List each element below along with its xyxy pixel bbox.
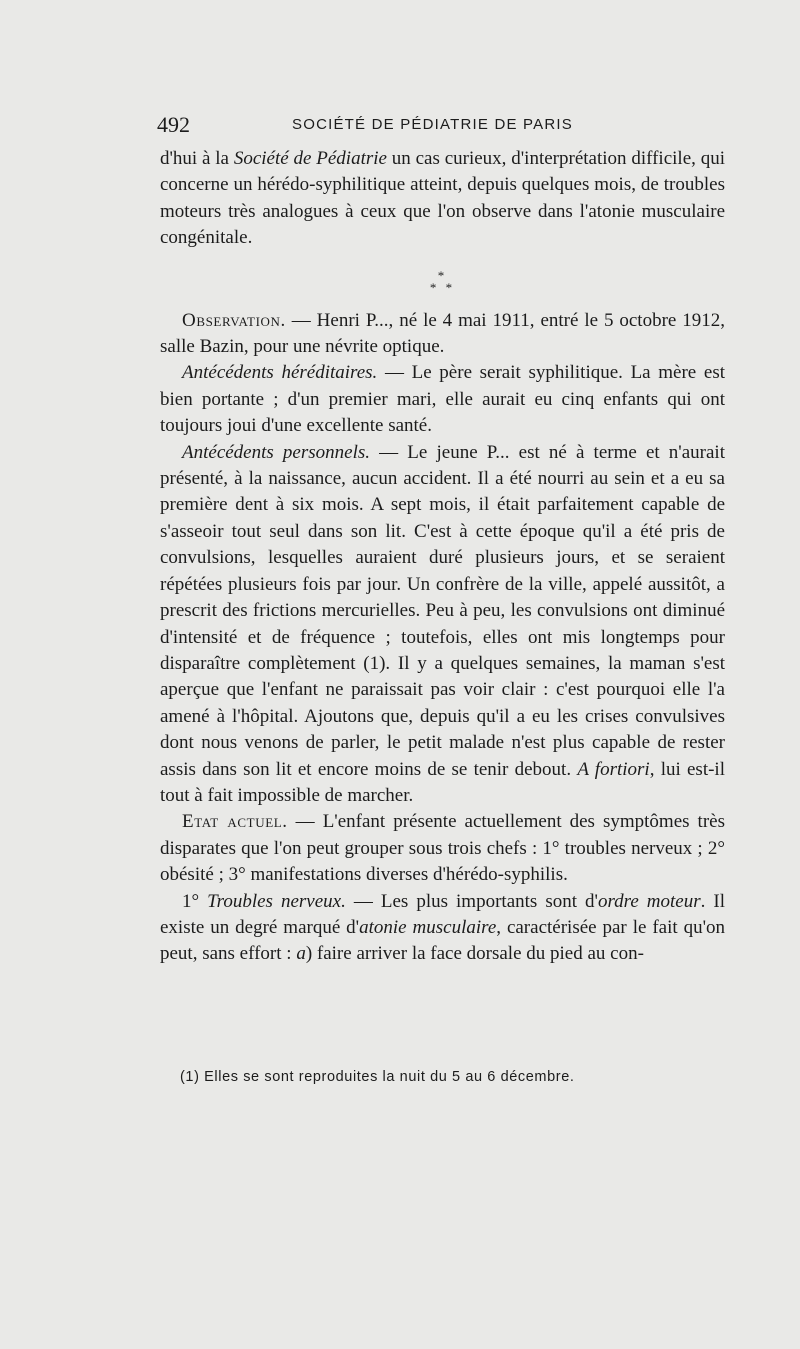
etat-actuel-label: Etat actuel.	[182, 811, 288, 833]
separator-stars-bottom: * *	[429, 279, 456, 295]
body-text	[160, 146, 725, 968]
etat-actuel-paragraph: Etat actuel. — L'enfant présente actuellement des symptômes très disparates que l'on peut grouper sous trois chefs : 1° troubles nerveux ; 2° obésité ; 3° manifestations diverses d'hérédo-syphilis.	[160, 811, 725, 886]
antecedents-hereditaires-paragraph: Antécédents héréditaires. — Le père serait syphilitique. La mère est bien portante ; d'un premier mari, elle aurait eu cinq enfants qui ont toujours joui d'une excellente santé.	[160, 362, 726, 437]
society-name: Société de Pédiatrie	[233, 148, 387, 169]
ordre-moteur: ordre moteur	[597, 890, 701, 912]
separator-star-top: *	[437, 267, 448, 283]
footnote: (1) Elles se sont reproduites la nuit du 5 au 6 décembre.	[180, 1069, 575, 1085]
antecedents-personnels-paragraph: Antécédents personnels. — Le jeune P... est né à terme et n'aurait présenté, à la naissance, aucun accident. Il a été nourri au sein et a eu sa première dent à six mois. A sept mois, il était parfaitement capable de s'asseoir tout seul dans son lit. C'est à cette époque qu'il a été pris de convulsions, lesquelles auraient duré plusieurs jours, et se seraient répétées plusieurs fois par jour. Un confrère de la ville, appelé aussitôt, a prescrit des frictions mercurielles. Peu à peu, les convulsions ont diminué d'intensité et de fréquence ; toutefois, elles ont mis longtemps pour disparaître complètement (1). Il y a quelques semaines, la maman s'est aperçue que l'enfant ne paraissait pas voir clair : c'est pourquoi elle l'a amené à l'hôpital. Ajoutons que, depuis qu'il a eu les crises convulsives dont nous venons de parler, le petit malade n'est plus capable de rester assis dans son lit et encore moins de se tenir debout. A fortiori, lui est-il tout à fait impossible de marcher.	[160, 441, 725, 806]
item-marker-a: a	[296, 943, 306, 965]
antecedents-personnels-label: Antécédents personnels.	[182, 441, 371, 463]
page-number: 492	[157, 112, 190, 137]
running-title: SOCIÉTÉ DE PÉDIATRIE DE PARIS	[292, 116, 573, 133]
observation-label: Observation.	[182, 309, 286, 331]
troubles-nerveux-paragraph: 1° Troubles nerveux. — Les plus importants sont d'ordre moteur. Il existe un degré marqué d'atonie musculaire, caractérisée par le fait qu'on peut, sans effort : a) faire arriver la face dorsale du pied au con-	[160, 890, 725, 965]
page-header	[157, 112, 727, 142]
antecedents-hereditaires-label: Antécédents héréditaires.	[182, 362, 378, 384]
intro-paragraph: d'hui à la Société de Pédiatrie un cas curieux, d'interprétation difficile, qui concerne un hérédo-syphilitique atteint, depuis quelques mois, de troubles moteurs très analogues à ceux que l'on observe dans l'atonie musculaire congénitale.	[160, 148, 725, 249]
troubles-nerveux-label: Troubles nerveux.	[207, 890, 346, 912]
a-fortiori: A fortiori	[577, 758, 650, 780]
observation-paragraph: Observation. — Henri P..., né le 4 mai 1911, entré le 5 octobre 1912, salle Bazin, pour une névrite optique.	[160, 309, 725, 358]
section-separator	[160, 267, 725, 295]
atonie-musculaire: atonie musculaire	[359, 916, 497, 938]
